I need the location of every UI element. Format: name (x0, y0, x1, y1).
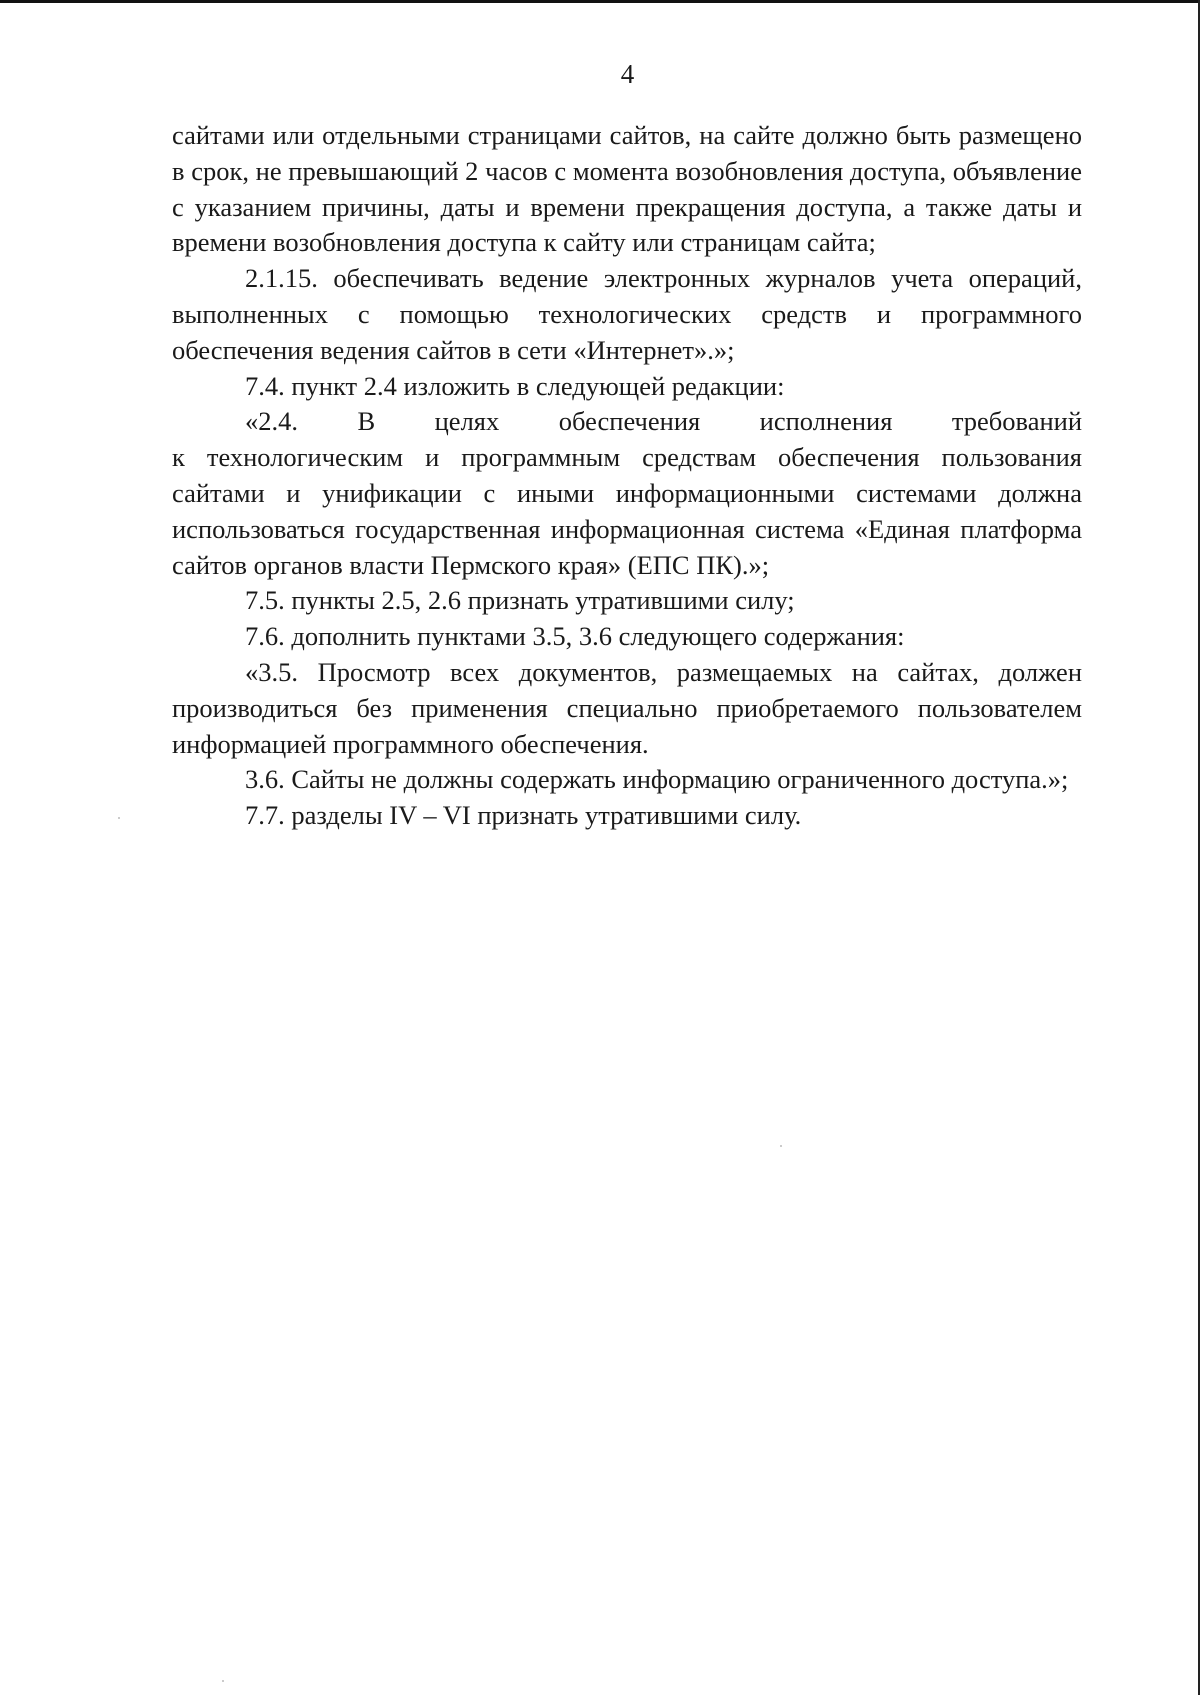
paragraph-7-4: 7.4. пункт 2.4 изложить в следующей редакции: (245, 370, 785, 401)
paragraph-2-1-15: 2.1.15. обеспечивать ведение электронных журналов учета операций, выполненных с помощью технологических средств и программного обеспечения ведения сайтов в сети «Интернет».»; (172, 263, 1082, 365)
page-number: 4 (620, 59, 635, 89)
scan-speck (780, 1145, 782, 1147)
paragraph-7-7: 7.7. разделы IV – VI признать утратившими силу. (245, 800, 802, 831)
paragraph-3-5: «3.5. Просмотр всех документов, размещаемых на сайтах, должен производиться без применения специально приобретаемого пользователем информацией программного обеспечения. (172, 656, 1082, 759)
scan-speck (222, 1680, 224, 1682)
scan-top-edge (0, 0, 1200, 3)
paragraph-2-4-first-line: «2.4. В целях обеспечения исполнения требований (245, 406, 1082, 437)
document-body (172, 118, 1082, 834)
paragraph-continuation: сайтами или отдельными страницами сайтов, на сайте должно быть размещено в срок, не превышающий 2 часов с момента возобновления доступа, объявление с указанием причины, даты и времени прекращения доступа, а также даты и времени возобновления доступа к сайту или страницам сайта; (172, 120, 1082, 258)
paragraph-2-4-rest: к технологическим и программным средствам обеспечения пользования сайтами и унификации с иными информационными системами должна использоваться государственная информационная система «Единая платформа сайтов органов власти Пермского края» (ЕПС ПК).»; (172, 442, 1082, 580)
scan-speck (118, 817, 120, 819)
paragraph-2-4 (172, 404, 1082, 583)
paragraph-7-5: 7.5. пункты 2.5, 2.6 признать утратившими силу; (245, 585, 795, 616)
paragraph-7-6: 7.6. дополнить пунктами 3.5, 3.6 следующего содержания: (245, 621, 905, 652)
paragraph-3-6: 3.6. Сайты не должны содержать информацию ограниченного доступа.»; (245, 764, 1069, 795)
